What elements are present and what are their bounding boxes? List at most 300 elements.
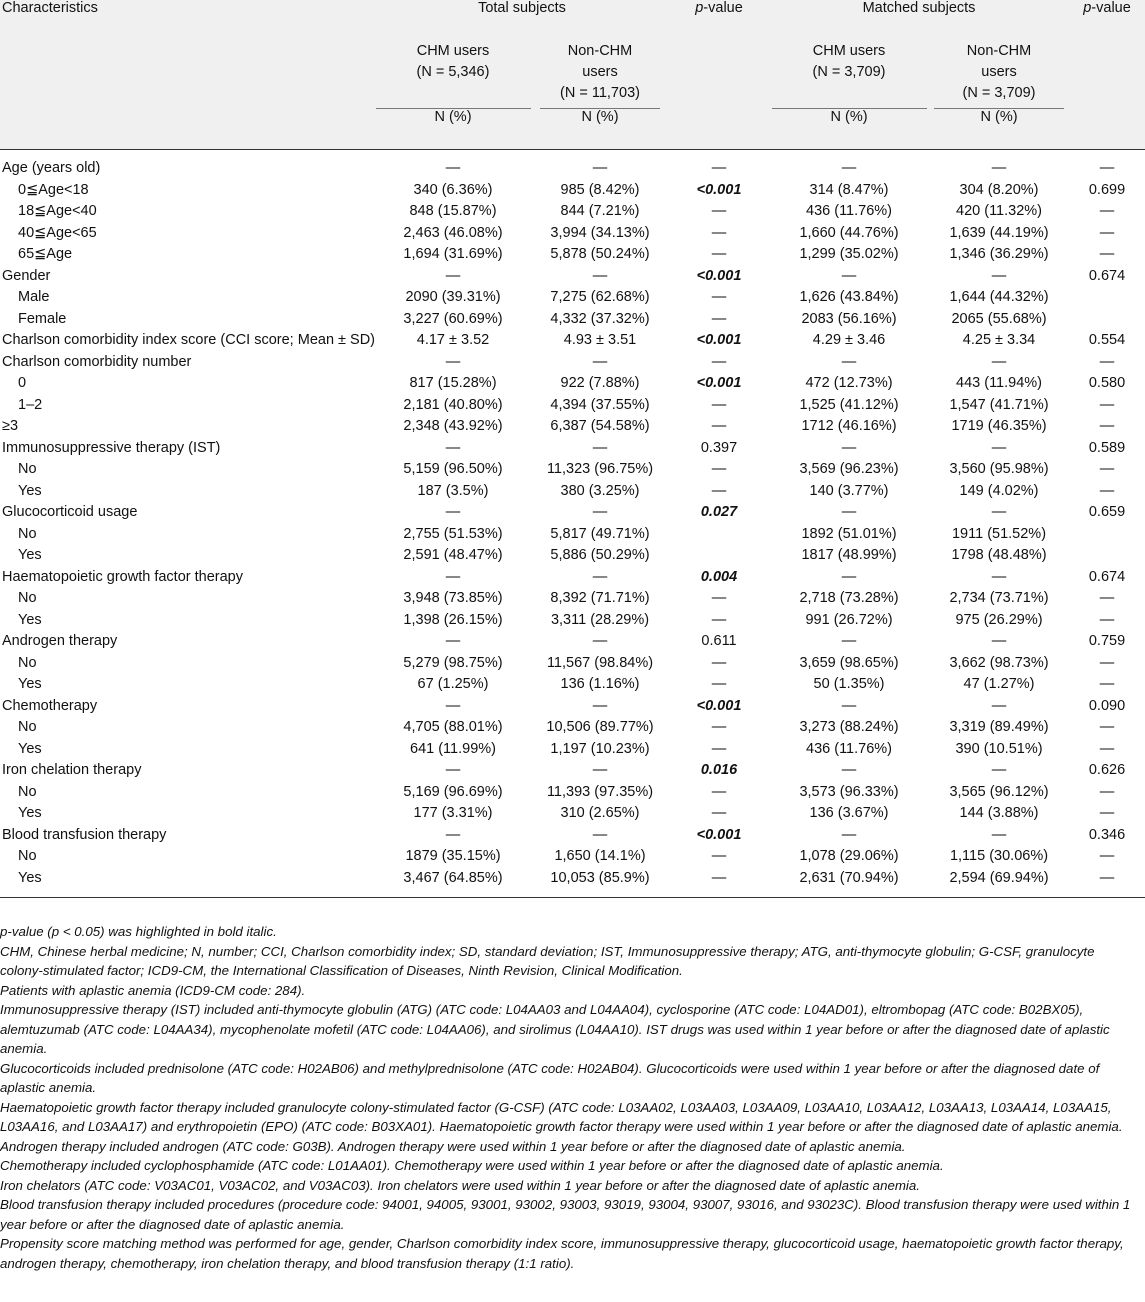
- cell-p-value-matched: —: [1099, 482, 1115, 499]
- cell-nonchm-matched: 3,319 (89.49%): [949, 719, 1049, 735]
- header-n-pct: N (%): [769, 109, 929, 150]
- footnote: Blood transfusion therapy included procedures (procedure code: 94001, 94005, 93001, 93002, 93003, 93019, 93004, 93007, 93016, and 93023C). Blood transfusion therapy were used within 1 year before or after the diagnosed date of aplastic anemia.: [0, 1197, 1131, 1232]
- cell-chm-total: —: [445, 267, 461, 284]
- table-row: [0, 438, 1145, 460]
- cell-chm-matched: —: [841, 568, 857, 585]
- cell-p-value-total: —: [711, 461, 727, 477]
- cell-nonchm-total: 5,878 (50.24%): [550, 246, 650, 262]
- cell-p-value-matched: —: [1099, 160, 1115, 176]
- cell-nonchm-total: 844 (7.21%): [560, 203, 640, 219]
- cell-nonchm-matched: 443 (11.94%): [956, 375, 1042, 391]
- table-row: [0, 760, 1145, 782]
- row-label: Yes: [18, 482, 42, 499]
- row-label: No: [18, 719, 37, 735]
- cell-chm-total: 2090 (39.31%): [405, 289, 501, 305]
- table-row: [0, 459, 1145, 481]
- row-label: Yes: [18, 805, 42, 821]
- cell-nonchm-matched: 144 (3.88%): [959, 805, 1039, 821]
- cell-chm-total: 2,463 (46.08%): [403, 224, 503, 241]
- header-total-subjects: Total subjects: [478, 0, 566, 16]
- footnote: Patients with aplastic anemia (ICD9-CM code: 284).: [0, 982, 306, 998]
- cell-nonchm-total: 8,392 (71.71%): [550, 590, 650, 606]
- cell-chm-matched: 3,273 (88.24%): [799, 719, 899, 735]
- cell-nonchm-total: 11,393 (97.35%): [546, 783, 654, 800]
- cell-nonchm-matched: 1798 (48.48%): [951, 547, 1047, 563]
- header-col-nonchm-total: Non-CHM users (N = 11,703): [531, 34, 669, 109]
- row-label: Immunosuppressive therapy (IST): [2, 439, 221, 456]
- cell-p-value-matched: [1069, 287, 1145, 309]
- cell-nonchm-total: 5,817 (49.71%): [550, 525, 650, 542]
- cell-p-value-total: [669, 524, 769, 546]
- row-label: 0≦Age<18: [18, 181, 89, 198]
- cell-nonchm-matched: —: [991, 826, 1007, 843]
- cell-p-value-matched: 0.554: [1088, 332, 1126, 348]
- cell-p-value-matched: 0.699: [1088, 181, 1126, 198]
- cell-chm-matched: 1,660 (44.76%): [799, 224, 899, 241]
- cell-p-value-matched: 0.090: [1088, 697, 1126, 714]
- row-label: Charlson comorbidity number: [2, 353, 192, 370]
- cell-chm-matched: 991 (26.72%): [805, 611, 893, 628]
- table-row: [0, 416, 1145, 438]
- cell-chm-total: —: [445, 697, 461, 714]
- header-row-units: [0, 109, 1145, 150]
- row-label: No: [18, 783, 37, 800]
- header-matched-subjects: Matched subjects: [862, 0, 976, 16]
- cell-nonchm-matched: —: [991, 267, 1007, 284]
- cell-nonchm-total: 380 (3.25%): [560, 482, 640, 499]
- cell-nonchm-total: —: [592, 160, 608, 176]
- cell-nonchm-matched: 2,734 (73.71%): [949, 590, 1049, 606]
- cell-p-value-total: —: [711, 676, 727, 692]
- cell-chm-matched: —: [841, 353, 857, 370]
- cell-p-value-matched: —: [1099, 654, 1115, 671]
- header-row-columns: [0, 34, 1145, 109]
- cell-p-value-total: —: [711, 783, 727, 800]
- row-label: Yes: [18, 547, 42, 563]
- cell-p-value-matched: —: [1099, 783, 1115, 800]
- row-label: Age (years old): [2, 160, 101, 176]
- cell-nonchm-matched: 1719 (46.35%): [951, 418, 1047, 434]
- cell-chm-matched: —: [841, 267, 857, 284]
- cell-p-value-matched: —: [1099, 676, 1115, 692]
- cell-nonchm-matched: 1,346 (36.29%): [949, 246, 1049, 262]
- table-row: [0, 846, 1145, 868]
- header-characteristics: Characteristics: [2, 0, 98, 16]
- cell-p-value-total: 0.397: [700, 439, 738, 456]
- footnote: Glucocorticoids included prednisolone (ATC code: H02AB06) and methylprednisolone (ATC code: H02AB04). Glucocorticoids were used within 1 year before or after the diagnosed date of aplastic anemia.: [0, 1060, 1100, 1095]
- cell-nonchm-total: 136 (1.16%): [560, 676, 640, 692]
- cell-chm-total: 2,591 (48.47%): [403, 547, 503, 563]
- cell-chm-total: —: [445, 160, 461, 176]
- table-row: [0, 631, 1145, 653]
- header-p-rest: -value: [703, 0, 743, 16]
- cell-p-value-total: 0.611: [701, 633, 737, 649]
- cell-chm-matched: 1712 (46.16%): [801, 418, 897, 434]
- cell-chm-total: 5,159 (96.50%): [403, 461, 503, 477]
- cell-chm-matched: 436 (11.76%): [806, 740, 892, 757]
- cell-p-value-total: [669, 545, 769, 567]
- footnotes: [0, 922, 1140, 1273]
- cell-nonchm-total: 5,886 (50.29%): [550, 547, 650, 563]
- cell-nonchm-total: 7,275 (62.68%): [550, 289, 650, 305]
- cell-nonchm-matched: 420 (11.32%): [956, 203, 1042, 219]
- cell-p-value-matched: 0.589: [1088, 439, 1126, 456]
- cell-p-value-matched: —: [1099, 246, 1115, 262]
- cell-p-value-total: <0.001: [696, 375, 742, 391]
- cell-nonchm-total: 922 (7.88%): [560, 375, 640, 391]
- cell-p-value-matched: —: [1099, 590, 1115, 606]
- table-row: [0, 545, 1145, 567]
- row-label: Male: [18, 289, 50, 305]
- table-row: [0, 696, 1145, 718]
- cell-chm-total: 1879 (35.15%): [405, 848, 501, 864]
- cell-chm-matched: —: [841, 826, 857, 843]
- cell-p-value-matched: —: [1099, 740, 1115, 757]
- cell-chm-matched: 4.29 ± 3.46: [812, 332, 886, 348]
- cell-chm-matched: —: [841, 697, 857, 714]
- cell-p-value-total: —: [711, 590, 727, 606]
- cell-nonchm-matched: 47 (1.27%): [963, 676, 1035, 692]
- cell-p-value-total: —: [711, 396, 727, 413]
- table-row: [0, 739, 1145, 761]
- cell-chm-matched: 472 (12.73%): [805, 375, 893, 391]
- cell-p-value-total: —: [711, 719, 727, 735]
- table-row: [0, 674, 1145, 696]
- cell-nonchm-total: 11,323 (96.75%): [546, 461, 654, 477]
- table-row: [0, 223, 1145, 245]
- cell-p-value-total: —: [711, 805, 727, 821]
- cell-p-value-total: <0.001: [696, 181, 742, 198]
- footnote: Propensity score matching method was performed for age, gender, Charlson comorbidity index score, immunosuppressive therapy, glucocorticoid usage, haematopoietic growth factor therapy, androgen therapy, chemotherapy, iron chelation therapy, and blood transfusion therapy (1:1 ratio).: [0, 1236, 1124, 1271]
- table-row: [0, 150, 1145, 180]
- row-label: Blood transfusion therapy: [2, 826, 167, 843]
- table-row: [0, 588, 1145, 610]
- cell-chm-total: 5,279 (98.75%): [403, 654, 503, 671]
- row-label: No: [18, 848, 37, 864]
- table-row: [0, 201, 1145, 223]
- cell-chm-total: —: [445, 504, 461, 520]
- cell-nonchm-total: 985 (8.42%): [560, 181, 640, 198]
- row-label: Androgen therapy: [2, 633, 118, 649]
- header-p-value-total: [669, 0, 769, 34]
- cell-p-value-total: 0.016: [700, 762, 738, 778]
- cell-nonchm-matched: 3,560 (95.98%): [949, 461, 1049, 477]
- row-label: Gender: [2, 267, 51, 284]
- table-row: [0, 287, 1145, 309]
- cell-p-value-matched: —: [1099, 848, 1115, 864]
- cell-chm-matched: 50 (1.35%): [813, 676, 885, 692]
- cell-p-value-total: —: [711, 289, 727, 305]
- row-label: No: [18, 654, 37, 671]
- cell-p-value-matched: [1069, 524, 1145, 546]
- cell-p-value-total: —: [711, 611, 727, 628]
- footnote: p-value (p < 0.05) was highlighted in bold italic.: [0, 924, 277, 939]
- footnote: Iron chelators (ATC code: V03AC01, V03AC02, and V03AC03). Iron chelators were used within 1 year before or after the diagnosed date of aplastic anemia.: [0, 1177, 920, 1193]
- table-row: [0, 481, 1145, 503]
- row-label: No: [18, 525, 37, 542]
- cell-chm-total: —: [445, 826, 461, 843]
- header-p-italic: p: [1083, 0, 1092, 16]
- cell-nonchm-total: —: [592, 826, 608, 843]
- cell-chm-matched: 1,299 (35.02%): [799, 246, 899, 262]
- cell-nonchm-total: 3,994 (34.13%): [550, 224, 650, 241]
- cell-chm-matched: 136 (3.67%): [809, 805, 889, 821]
- row-label: 65≦Age: [18, 246, 73, 262]
- cell-nonchm-total: —: [592, 633, 608, 649]
- table-row: [0, 567, 1145, 589]
- cell-chm-matched: 1892 (51.01%): [801, 525, 897, 542]
- header-col-nonchm-matched: Non-CHM users (N = 3,709): [929, 34, 1069, 109]
- cell-p-value-matched: 0.626: [1088, 762, 1126, 778]
- cell-chm-total: —: [445, 633, 461, 649]
- table-row: [0, 309, 1145, 331]
- cell-chm-matched: —: [841, 762, 857, 778]
- row-label: No: [18, 461, 37, 477]
- footnote: CHM, Chinese herbal medicine; N, number; CCI, Charlson comorbidity index; SD, standard deviation; IST, Immunosuppressive therapy; ATG, anti-thymocyte globulin; G-CSF, granulocyte colony-stimulated factor; ICD9-CM, the International Classification of Diseases, Ninth Revision, Clinical Modification.: [0, 943, 1095, 978]
- row-label: 1–2: [18, 396, 43, 413]
- table-row: [0, 717, 1145, 739]
- cell-chm-total: 4,705 (88.01%): [403, 719, 503, 735]
- cell-chm-matched: 1817 (48.99%): [801, 547, 897, 563]
- row-label: Yes: [18, 676, 42, 692]
- cell-chm-matched: 3,659 (98.65%): [799, 654, 899, 671]
- row-label: Iron chelation therapy: [2, 762, 142, 778]
- cell-chm-matched: 2,631 (70.94%): [799, 869, 899, 886]
- cell-chm-matched: 140 (3.77%): [809, 482, 889, 499]
- cell-chm-total: 2,181 (40.80%): [403, 396, 503, 413]
- cell-chm-total: 2,348 (43.92%): [403, 418, 503, 434]
- cell-nonchm-matched: —: [991, 353, 1007, 370]
- cell-p-value-total: —: [711, 418, 727, 434]
- cell-p-value-total: —: [711, 848, 727, 864]
- cell-nonchm-matched: —: [991, 439, 1007, 456]
- cell-p-value-total: <0.001: [696, 697, 742, 714]
- row-label: 0: [18, 375, 27, 391]
- cell-nonchm-matched: 3,662 (98.73%): [949, 654, 1049, 671]
- header-n-pct: N (%): [531, 109, 669, 150]
- row-label: Female: [18, 310, 67, 327]
- cell-nonchm-matched: —: [991, 762, 1007, 778]
- table-row: [0, 244, 1145, 266]
- cell-nonchm-matched: 4.25 ± 3.34: [962, 332, 1036, 348]
- header-p-rest: -value: [1091, 0, 1131, 16]
- cell-p-value-matched: 0.346: [1088, 826, 1126, 843]
- cell-nonchm-matched: 3,565 (96.12%): [949, 783, 1049, 800]
- cell-chm-total: 817 (15.28%): [409, 375, 497, 391]
- table-row: [0, 825, 1145, 847]
- row-label: Yes: [18, 869, 42, 886]
- cell-nonchm-total: 4.93 ± 3.51: [563, 332, 637, 348]
- cell-p-value-matched: [1069, 545, 1145, 567]
- footnote: Chemotherapy included cyclophosphamide (ATC code: L01AA01). Chemotherapy were used within 1 year before or after the diagnosed date of aplastic anemia.: [0, 1158, 944, 1173]
- cell-chm-total: 187 (3.5%): [417, 482, 489, 499]
- cell-chm-total: —: [445, 353, 461, 370]
- cell-nonchm-matched: 2,594 (69.94%): [949, 869, 1049, 886]
- cell-chm-matched: 2,718 (73.28%): [799, 590, 899, 606]
- cell-chm-total: 641 (11.99%): [410, 740, 496, 757]
- header-p-value-matched: [1069, 0, 1145, 34]
- cell-chm-matched: —: [841, 504, 857, 520]
- cell-chm-total: 177 (3.31%): [413, 805, 493, 821]
- cell-chm-total: 3,467 (64.85%): [403, 869, 503, 886]
- header-n-pct: N (%): [375, 109, 531, 150]
- cell-p-value-total: —: [711, 224, 727, 241]
- cell-chm-matched: 3,569 (96.23%): [799, 461, 899, 477]
- cell-chm-matched: 314 (8.47%): [809, 181, 889, 198]
- cell-nonchm-matched: 149 (4.02%): [959, 482, 1039, 499]
- cell-p-value-total: —: [711, 654, 727, 671]
- row-label: Chemotherapy: [2, 697, 98, 714]
- cell-nonchm-total: 10,506 (89.77%): [546, 719, 654, 735]
- cell-chm-total: —: [445, 439, 461, 456]
- cell-nonchm-matched: 975 (26.29%): [955, 611, 1043, 628]
- cell-p-value-matched: —: [1099, 224, 1115, 241]
- cell-chm-total: 1,694 (31.69%): [403, 246, 503, 262]
- cell-nonchm-total: 310 (2.65%): [560, 805, 640, 821]
- cell-p-value-total: —: [711, 246, 727, 262]
- cell-chm-total: 5,169 (96.69%): [403, 783, 503, 800]
- cell-p-value-total: —: [711, 310, 727, 327]
- cell-nonchm-total: —: [592, 568, 608, 585]
- cell-p-value-total: 0.004: [700, 568, 738, 585]
- cell-nonchm-total: —: [592, 439, 608, 456]
- cell-chm-matched: 1,525 (41.12%): [799, 396, 899, 413]
- cell-p-value-matched: —: [1099, 353, 1115, 370]
- table-row: [0, 180, 1145, 202]
- cell-chm-total: 3,948 (73.85%): [403, 590, 503, 606]
- cell-nonchm-matched: —: [991, 633, 1007, 649]
- table-row: [0, 330, 1145, 352]
- row-label: ≥3: [2, 418, 19, 434]
- footnote: Androgen therapy included androgen (ATC code: G03B). Androgen therapy were used within 1 year before or after the diagnosed date of aplastic anemia.: [0, 1138, 906, 1154]
- cell-p-value-total: <0.001: [696, 332, 742, 348]
- cell-chm-total: 3,227 (60.69%): [403, 310, 503, 327]
- table-row: [0, 352, 1145, 374]
- cell-p-value-matched: —: [1099, 203, 1115, 219]
- cell-nonchm-matched: 1,115 (30.06%): [949, 848, 1049, 864]
- table-row: [0, 782, 1145, 804]
- cell-chm-matched: —: [841, 633, 857, 649]
- cell-chm-total: —: [445, 568, 461, 585]
- cell-chm-total: 2,755 (51.53%): [403, 525, 503, 542]
- cell-nonchm-total: —: [592, 762, 608, 778]
- cell-p-value-total: —: [711, 353, 727, 370]
- cell-nonchm-total: —: [592, 267, 608, 284]
- table-row: [0, 373, 1145, 395]
- row-label: Charlson comorbidity index score (CCI score; Mean ± SD): [2, 332, 375, 348]
- table-body: [0, 150, 1145, 898]
- cell-chm-total: 1,398 (26.15%): [403, 611, 503, 628]
- header-row-groups: [0, 0, 1145, 34]
- cell-chm-total: 67 (1.25%): [417, 676, 489, 692]
- row-label: 18≦Age<40: [18, 203, 97, 219]
- cell-nonchm-total: 3,311 (28.29%): [550, 611, 650, 628]
- cell-p-value-total: —: [711, 740, 727, 757]
- cell-chm-total: —: [445, 762, 461, 778]
- cell-chm-total: 848 (15.87%): [409, 203, 497, 219]
- header-n-pct: N (%): [929, 109, 1069, 150]
- header-col-chm-total: CHM users (N = 5,346): [375, 34, 531, 109]
- cell-nonchm-total: 1,650 (14.1%): [554, 848, 646, 864]
- table-row: [0, 803, 1145, 825]
- cell-nonchm-matched: 304 (8.20%): [959, 181, 1039, 198]
- cell-p-value-matched: —: [1099, 805, 1115, 821]
- cell-nonchm-matched: 1,639 (44.19%): [949, 224, 1049, 241]
- row-label: Haematopoietic growth factor therapy: [2, 568, 243, 585]
- cell-nonchm-total: 10,053 (85.9%): [550, 869, 650, 886]
- cell-p-value-matched: —: [1099, 719, 1115, 735]
- cell-nonchm-total: 4,394 (37.55%): [550, 396, 650, 413]
- cell-chm-matched: 1,078 (29.06%): [799, 848, 899, 864]
- cell-p-value-total: <0.001: [696, 826, 742, 843]
- cell-chm-matched: —: [841, 160, 857, 176]
- cell-nonchm-total: 1,197 (10.23%): [550, 740, 650, 757]
- cell-chm-matched: 2083 (56.16%): [801, 310, 897, 327]
- row-label: Glucocorticoid usage: [2, 504, 138, 520]
- cell-p-value-matched: [1069, 309, 1145, 331]
- table-row: [0, 610, 1145, 632]
- header-p-italic: p: [695, 0, 704, 16]
- cell-p-value-matched: —: [1099, 611, 1115, 628]
- cell-nonchm-matched: 1,644 (44.32%): [949, 289, 1049, 305]
- cell-p-value-total: —: [711, 203, 727, 219]
- cell-nonchm-total: 6,387 (54.58%): [550, 418, 650, 434]
- cell-p-value-matched: 0.674: [1088, 568, 1126, 585]
- cell-chm-matched: 436 (11.76%): [806, 203, 892, 219]
- cell-p-value-matched: 0.580: [1088, 375, 1126, 391]
- cell-nonchm-matched: 2065 (55.68%): [951, 310, 1047, 327]
- cell-p-value-matched: 0.659: [1088, 504, 1126, 520]
- cell-p-value-matched: —: [1099, 461, 1115, 477]
- cell-p-value-total: —: [711, 160, 727, 176]
- cell-nonchm-matched: 1911 (51.52%): [951, 525, 1047, 542]
- cell-p-value-total: <0.001: [696, 267, 742, 284]
- cell-nonchm-matched: —: [991, 568, 1007, 585]
- cell-chm-matched: 1,626 (43.84%): [799, 289, 899, 305]
- cell-p-value-total: —: [711, 482, 727, 499]
- footnote: Immunosuppressive therapy (IST) included anti-thymocyte globulin (ATG) (ATC code: L04AA03 and L04AA04), cyclosporine (ATC code: L04AD01), eltrombopag (ATC code: B02BX05), alemtuzumab (ATC code: L04AA34), mycophenolate mofetil (ATC code: L04AA06), and sirolimus (L04AA10). IST drugs was used within 1 year before or after the diagnosed date of aplastic anemia.: [0, 1002, 1110, 1056]
- footnote: Haematopoietic growth factor therapy included granulocyte colony-stimulated factor (G-CSF) (ATC code: L03AA02, L03AA03, L03AA09, L03AA10, L03AA12, L03AA13, L03AA14, L03AA15, L03AA16, and L03AA17) and erythropoietin (EPO) (ATC code: B03XA01). Haematopoietic growth factor therapy were used within 1 year before or after the diagnosed date of aplastic anemia.: [0, 1099, 1123, 1134]
- table-row: [0, 524, 1145, 546]
- cell-p-value-matched: —: [1099, 418, 1115, 434]
- row-label: No: [18, 590, 37, 606]
- row-label: Yes: [18, 611, 42, 628]
- cell-p-value-matched: 0.759: [1088, 633, 1126, 649]
- cell-chm-matched: —: [841, 439, 857, 456]
- cell-nonchm-matched: —: [991, 697, 1007, 714]
- cell-nonchm-total: 11,567 (98.84%): [546, 654, 654, 671]
- cell-nonchm-total: 4,332 (37.32%): [550, 310, 650, 327]
- cell-chm-total: 4.17 ± 3.52: [416, 332, 490, 348]
- cell-p-value-matched: —: [1099, 869, 1115, 886]
- cell-nonchm-total: —: [592, 697, 608, 714]
- row-label: Yes: [18, 740, 42, 757]
- cell-nonchm-total: —: [592, 504, 608, 520]
- cell-chm-total: 340 (6.36%): [413, 181, 493, 198]
- table-row: [0, 395, 1145, 417]
- cell-nonchm-matched: 390 (10.51%): [955, 740, 1043, 757]
- cell-p-value-total: 0.027: [700, 504, 738, 520]
- header-col-chm-matched: CHM users (N = 3,709): [769, 34, 929, 109]
- row-label: 40≦Age<65: [18, 224, 97, 241]
- cell-nonchm-total: —: [592, 353, 608, 370]
- cell-p-value-matched: 0.674: [1088, 267, 1126, 284]
- table-row: [0, 266, 1145, 288]
- table-row: [0, 868, 1145, 898]
- cell-nonchm-matched: —: [991, 504, 1007, 520]
- cell-nonchm-matched: —: [991, 160, 1007, 176]
- cell-p-value-matched: —: [1099, 396, 1115, 413]
